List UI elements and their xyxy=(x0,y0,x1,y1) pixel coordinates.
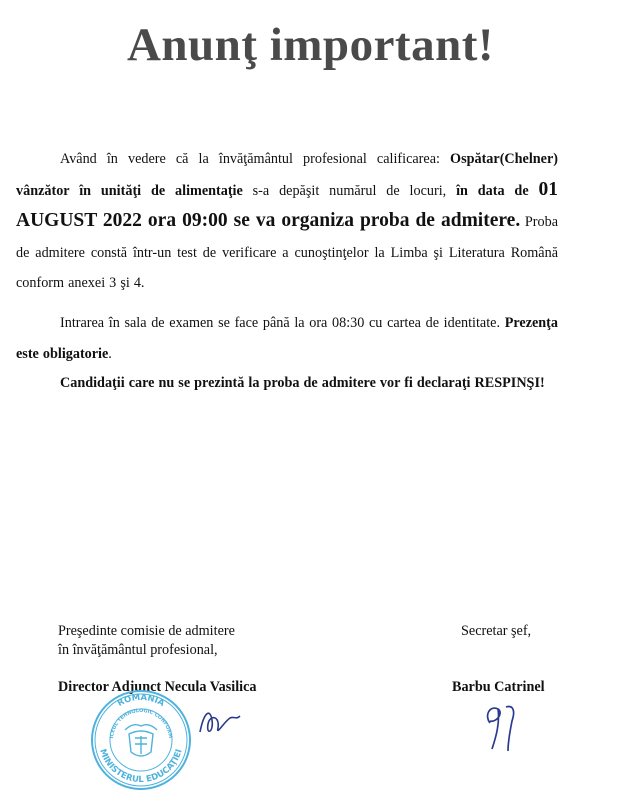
text-attendance: Prezenţa este obligatorie xyxy=(16,315,558,362)
text-places: s-a depăşit numărul de locuri, xyxy=(242,182,457,199)
text-period: . xyxy=(108,345,112,362)
stamp-inner-text: ICEUL TEHNOLOGIC CONFORM xyxy=(109,707,174,739)
paragraph-announcement xyxy=(16,144,558,299)
stamp-bottom-text: MINISTERUL EDUCAŢIEI xyxy=(97,747,185,786)
text-warning: Candidaţii care nu se prezintă la proba de admitere vor fi declaraţi RESPINŞI! xyxy=(60,375,545,391)
signature-block-right xyxy=(461,622,531,641)
paragraph-warning xyxy=(16,368,558,399)
text-intro: Având în vedere că la învăţământul profesional calificarea: xyxy=(60,151,451,167)
text-exam-details: Proba de admitere constă într-un test de verificare a cunoştinţelor la Limba şi Literatura Română conform anexei 3 şi 4. xyxy=(16,214,559,291)
official-stamp-seal xyxy=(89,688,193,792)
page-title: Anunţ important! xyxy=(126,19,495,71)
signatory-right-name: Barbu Catrinel xyxy=(452,679,545,695)
signature-left-icon xyxy=(196,702,242,742)
stamp-coat-of-arms-icon xyxy=(125,725,157,756)
text-date-lead: în data de xyxy=(456,182,539,199)
stamp-top-text: ROMANIA xyxy=(115,692,166,709)
text-exam-date: 01 AUGUST 2022 ora 09:00 se va organiza proba de admitere. xyxy=(16,178,558,231)
signature-right-icon xyxy=(476,697,526,753)
text-entry-time: Intrarea în sala de examen se face până la ora 08:30 cu cartea de identitate. xyxy=(60,315,505,331)
signature-left-role-2: în învăţământul profesional, xyxy=(58,642,218,658)
text-qualification: Ospătar(Chelner) vânzător în unităţi de alimentaţie xyxy=(16,151,558,199)
signature-block-left xyxy=(58,622,235,660)
signature-left-role: Preşedinte comisie de admitere xyxy=(58,623,235,639)
paragraph-entry xyxy=(16,308,558,369)
signature-right-role: Secretar şef, xyxy=(461,623,532,639)
signatory-left-name: Director Adjunct Necula Vasilica xyxy=(58,679,257,695)
